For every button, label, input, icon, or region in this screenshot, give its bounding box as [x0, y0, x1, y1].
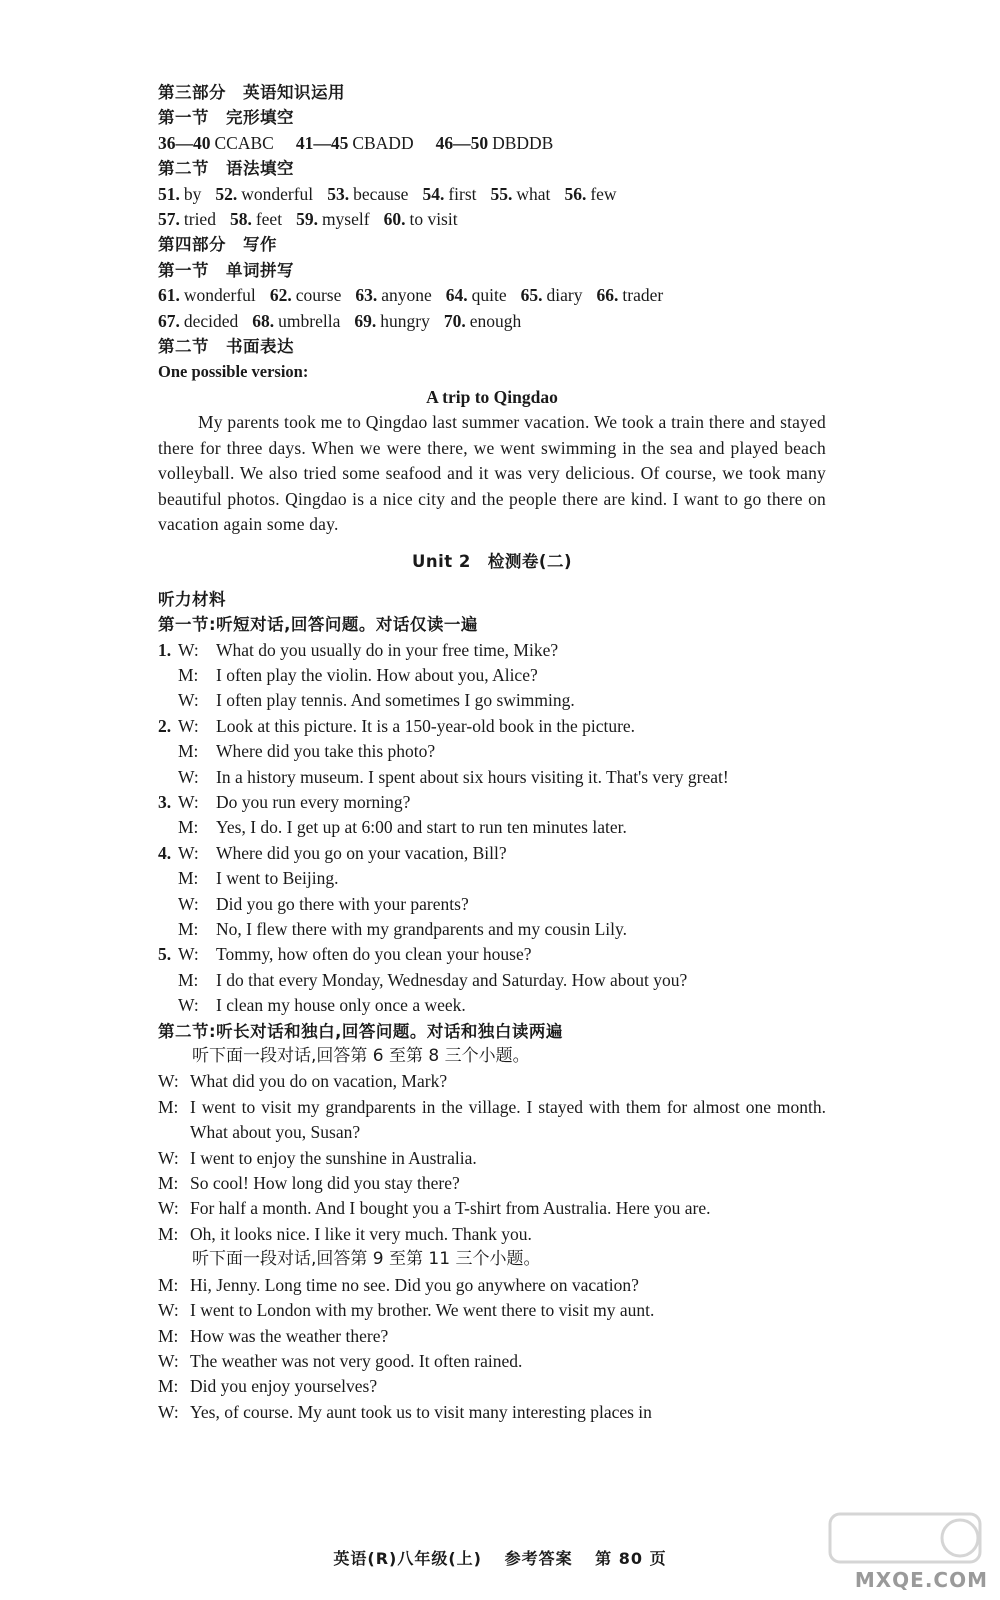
dialog-number [158, 866, 178, 891]
speaker: M: [158, 1274, 179, 1295]
answer-number: 66. [596, 285, 619, 306]
answer-word: to visit [409, 209, 458, 230]
dialog-line [158, 892, 826, 917]
speaker: M: [158, 1096, 179, 1117]
dialog-line [158, 917, 826, 942]
dialog-line [158, 1146, 826, 1171]
grammar-answer [296, 207, 370, 232]
answer-number: 51. [158, 183, 180, 204]
listening-label: 听力材料 [158, 589, 226, 609]
spelling-answer [354, 309, 429, 334]
dialog-number: 1. [158, 639, 172, 660]
dialog-text: Hi, Jenny. Long time no see. Did you go anywhere on vacation? [190, 1274, 639, 1295]
dialog-text: I clean my house only once a week. [216, 995, 466, 1016]
speaker: M: [158, 1325, 179, 1346]
unit-title: Unit 2 检测卷(二) [412, 552, 572, 572]
dialog-number [158, 892, 178, 917]
dialog-text: For half a month. And I bought you a T-shirt from Australia. Here you are. [190, 1198, 711, 1219]
answer-number: 54. [422, 183, 445, 204]
dialog-text: Where did you go on your vacation, Bill? [216, 842, 507, 863]
spelling-answer [158, 309, 238, 334]
dialog-line [158, 663, 826, 688]
answer-number: 64. [445, 285, 468, 306]
answer-number: 69. [354, 310, 377, 331]
dialog-text: I often play the violin. How about you, Alice? [216, 664, 538, 685]
cloze-answer-item [158, 131, 274, 156]
answer-word: quite [471, 285, 507, 306]
cloze-answer: CBADD [352, 132, 414, 153]
dialog-line [158, 638, 826, 663]
dialog-line [158, 790, 826, 815]
speaker: M: [178, 741, 199, 762]
answer-word: few [590, 183, 617, 204]
dialog-number [158, 688, 178, 713]
answer-number: 57. [158, 209, 180, 230]
dialog-line [158, 993, 826, 1018]
cloze-range: 41—45 [295, 132, 349, 153]
speaker: M: [158, 1223, 179, 1244]
answer-number: 59. [296, 209, 318, 230]
dialog-text: I went to enjoy the sunshine in Australia. [190, 1147, 477, 1168]
cloze-section-title: 第一节 完形填空 [158, 108, 294, 128]
answer-word: first [448, 183, 477, 204]
answer-number: 58. [229, 209, 252, 230]
speaker: W: [158, 1300, 179, 1321]
speaker: W: [178, 893, 199, 914]
speaker: W: [158, 1198, 179, 1219]
answer-word: feet [255, 209, 283, 230]
cloze-answer-item [436, 131, 554, 156]
dialog-number [158, 993, 178, 1018]
spelling-answer [446, 283, 507, 308]
answer-number: 56. [564, 183, 587, 204]
dialog-text: Do you run every morning? [216, 791, 411, 812]
answer-number: 61. [158, 285, 180, 306]
cloze-answer: DBDDB [492, 132, 554, 153]
dialog-line [158, 1069, 826, 1094]
answer-number: 65. [520, 285, 543, 306]
spelling-section-title: 第一节 单词拼写 [158, 260, 294, 280]
dialog-line [158, 739, 826, 764]
cloze-answer-item [296, 131, 414, 156]
answer-word: diary [546, 285, 583, 306]
dialog-text: Yes, of course. My aunt took us to visit many interesting places in [190, 1401, 652, 1422]
answer-number: 70. [443, 310, 466, 331]
dialog-text: Where did you take this photo? [216, 741, 436, 762]
spelling-answer [355, 283, 431, 308]
dialog-text: Yes, I do. I get up at 6:00 and start to run ten minutes later. [216, 817, 627, 838]
grammar-answer [384, 207, 458, 232]
listening-section2-title: 第二节:听长对话和独白,回答问题。对话和独白读两遍 [158, 1021, 563, 1041]
answer-word: hungry [380, 310, 430, 331]
speaker: W: [178, 791, 199, 812]
speaker: M: [158, 1376, 179, 1397]
answer-word: anyone [381, 285, 432, 306]
dialog-text: What did you do on vacation, Mark? [190, 1071, 448, 1092]
writing-section-title: 第二节 书面表达 [158, 337, 294, 357]
dialog-text: So cool! How long did you stay there? [190, 1173, 460, 1194]
answer-number: 62. [269, 285, 292, 306]
dialog-text: No, I flew there with my grandparents and my cousin Lily. [216, 919, 627, 939]
dialog-number: 5. [158, 944, 172, 965]
grammar-answer [491, 182, 551, 207]
grammar-answers-row1 [158, 182, 826, 207]
speaker: M: [178, 919, 199, 939]
dialog-line [158, 688, 826, 713]
speaker: M: [158, 1173, 179, 1194]
spelling-answer [270, 283, 342, 308]
speaker: M: [178, 817, 199, 838]
speaker: M: [178, 969, 199, 990]
answer-word: tried [183, 209, 216, 230]
dialog-number [158, 739, 178, 764]
spelling-answer [597, 283, 664, 308]
part4-title: 第四部分 写作 [158, 235, 277, 255]
dialog-number: 2. [158, 715, 172, 736]
dialog-text: Oh, it looks nice. I like it very much. Thank you. [190, 1223, 532, 1244]
dialog-line [158, 815, 826, 840]
answer-number: 67. [158, 310, 180, 331]
dialog-text: What do you usually do in your free time, Mike? [216, 639, 559, 660]
answer-word: umbrella [278, 310, 341, 331]
long-dialog1-note: 听下面一段对话,回答第 6 至第 8 三个小题。 [192, 1046, 530, 1067]
cloze-range: 36—40 [158, 132, 211, 153]
dialog-line [158, 866, 826, 891]
grammar-answer [158, 207, 216, 232]
dialog-number [158, 968, 178, 993]
answer-number: 52. [215, 183, 238, 204]
cloze-answers [158, 131, 826, 156]
footer-subject: 英语(R)八年级(上) [333, 1549, 482, 1568]
dialog-text: I do that every Monday, Wednesday and Saturday. How about you? [216, 969, 688, 990]
grammar-answer [327, 182, 408, 207]
dialog-text: I often play tennis. And sometimes I go swimming. [216, 690, 575, 711]
speaker: W: [178, 944, 199, 965]
speaker: W: [158, 1350, 179, 1371]
grammar-answer [158, 182, 201, 207]
dialog-line [158, 1349, 826, 1374]
answer-number: 55. [490, 183, 513, 204]
dialog-line [158, 1171, 826, 1196]
dialog-number [158, 815, 178, 840]
dialog-line [158, 1196, 826, 1221]
dialog-text: Tommy, how often do you clean your house? [216, 944, 532, 965]
speaker: W: [178, 639, 199, 660]
cloze-answer: CCABC [214, 132, 274, 153]
dialog-line [158, 1400, 826, 1425]
answer-word: by [183, 183, 202, 204]
speaker: M: [178, 868, 199, 889]
spelling-answers-row1 [158, 283, 826, 308]
dialog-line [158, 1273, 826, 1298]
answer-word: wonderful [183, 285, 256, 306]
speaker: W: [178, 842, 199, 863]
dialog-line [158, 942, 826, 967]
footer-label: 参考答案 [504, 1549, 573, 1568]
dialog-line [158, 714, 826, 739]
dialog-number [158, 765, 178, 790]
dialog-text: How was the weather there? [190, 1325, 389, 1346]
answer-number: 53. [327, 183, 350, 204]
grammar-answer [215, 182, 313, 207]
answer-word: what [516, 183, 551, 204]
answer-number: 63. [355, 285, 378, 306]
answer-word: wonderful [241, 183, 314, 204]
dialog-line [158, 1324, 826, 1349]
long-dialog-1 [158, 1069, 826, 1247]
speaker: W: [178, 766, 199, 787]
long-dialog-2 [158, 1273, 826, 1425]
spelling-answers-row2 [158, 309, 826, 334]
dialog-text: I went to Beijing. [216, 868, 339, 889]
dialog-text: I went to London with my brother. We went there to visit my aunt. [190, 1300, 655, 1321]
dialog-line [158, 968, 826, 993]
answer-word: myself [321, 209, 370, 230]
dialog-text: Did you go there with your parents? [216, 893, 469, 914]
dialog-number [158, 663, 178, 688]
dialog-line [158, 765, 826, 790]
dialog-line [158, 841, 826, 866]
long-dialog2-note: 听下面一段对话,回答第 9 至第 11 三个小题。 [192, 1249, 541, 1270]
speaker: W: [158, 1071, 179, 1092]
speaker: W: [158, 1147, 179, 1168]
answer-word: enough [469, 310, 522, 331]
speaker: W: [178, 995, 199, 1016]
dialog-text: I went to visit my grandparents in the village. I stayed with them for almost one month. What about you, Susan? [190, 1096, 826, 1143]
answer-word: because [353, 183, 409, 204]
essay-title: A trip to Qingdao [426, 386, 558, 407]
grammar-answers-row2 [158, 207, 826, 232]
version-label: One possible version: [158, 362, 309, 382]
part3-title: 第三部分 英语知识运用 [158, 83, 345, 102]
grammar-answer [564, 182, 616, 207]
footer-page-number: 第 80 页 [595, 1549, 667, 1568]
speaker: W: [158, 1401, 179, 1422]
dialog-number [158, 917, 178, 942]
spelling-answer [521, 283, 583, 308]
speaker: M: [178, 664, 199, 685]
speaker: W: [178, 690, 199, 711]
dialog-number: 3. [158, 791, 172, 812]
cloze-range: 46—50 [435, 132, 489, 153]
dialog-text: Did you enjoy yourselves? [190, 1376, 378, 1397]
dialog-number: 4. [158, 842, 172, 863]
speaker: W: [178, 715, 199, 736]
dialog-text: Look at this picture. It is a 150-year-old book in the picture. [216, 715, 636, 736]
spelling-answer [158, 283, 256, 308]
answer-word: trader [622, 285, 664, 306]
dialog-line [158, 1222, 826, 1247]
answer-word: decided [183, 310, 239, 331]
grammar-section-title: 第二节 语法填空 [158, 159, 294, 179]
answer-number: 68. [252, 310, 275, 331]
spelling-answer [252, 309, 340, 334]
short-dialogs [158, 638, 826, 1019]
dialog-text: In a history museum. I spent about six hours visiting it. That's very great! [216, 766, 729, 787]
dialog-text: The weather was not very good. It often rained. [190, 1350, 523, 1371]
dialog-line [158, 1374, 826, 1399]
answer-number: 60. [383, 209, 406, 230]
grammar-answer [230, 207, 282, 232]
answer-word: course [295, 285, 342, 306]
dialog-line [158, 1095, 826, 1146]
essay-text: My parents took me to Qingdao last summer vacation. We took a train there and stayed there for three days. When we were there, we went swimming in the sea and played beach volleyball. We also tried some seafood and it was very delicious. Of course, we took many beautiful photos. Qingdao is a nice city and the people there are kind. I want to go there on vacation again some day. [158, 412, 826, 534]
listening-section1-title: 第一节:听短对话,回答问题。对话仅读一遍 [158, 615, 478, 635]
spelling-answer [444, 309, 521, 334]
dialog-line [158, 1298, 826, 1323]
watermark-text: MXQE.COM [854, 1568, 988, 1592]
grammar-answer [422, 182, 476, 207]
page-content [158, 80, 826, 1425]
